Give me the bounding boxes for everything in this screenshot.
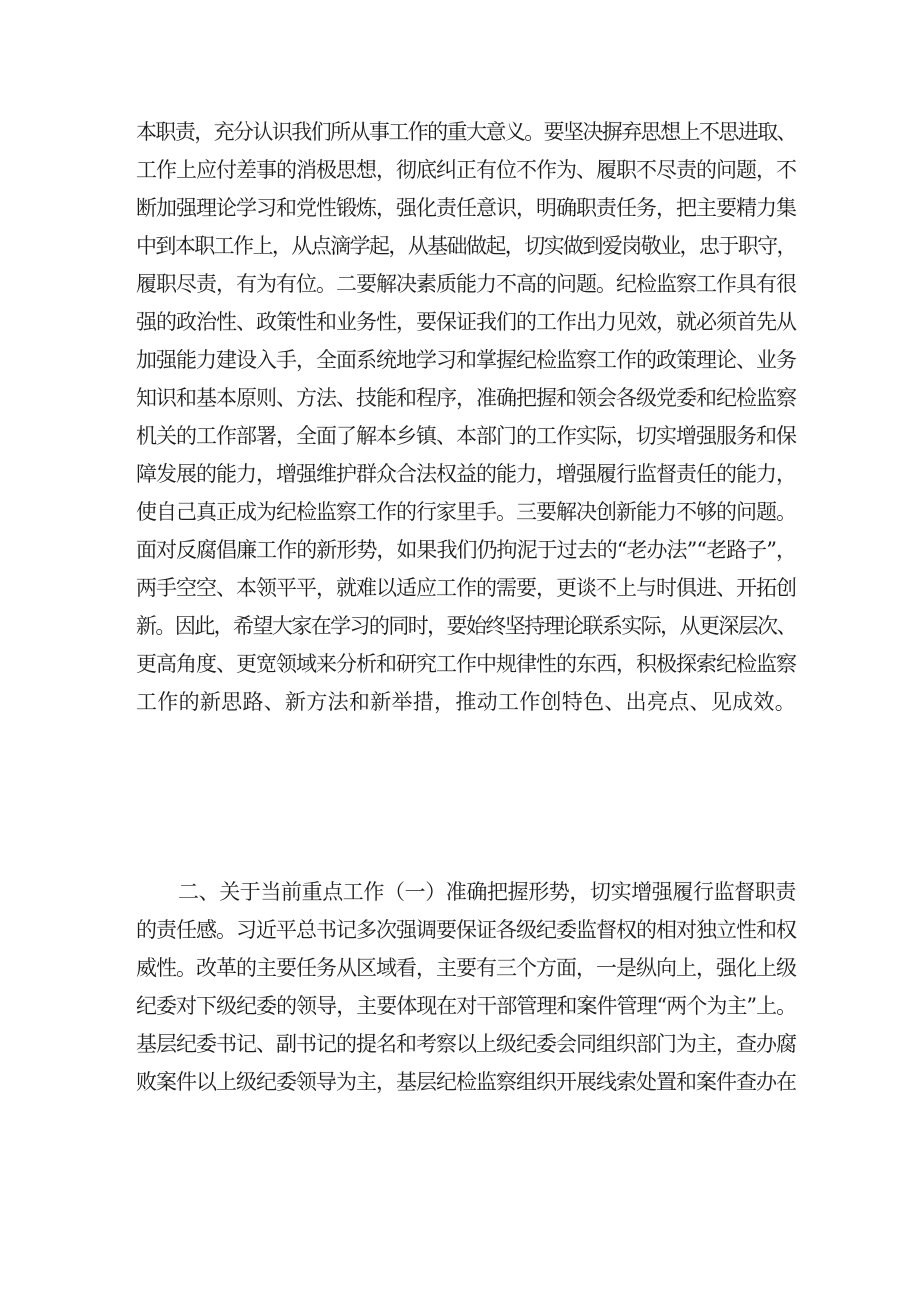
text-line: 强的政治性、政策性和业务性，要保证我们的工作出力见效，就必须首先从 [136,310,796,334]
text-line: 知识和基本原则、方法、技能和程序，准确把握和领会各级党委和纪检监察 [136,386,796,410]
text-line: 基层纪委书记、副书记的提名和考察以上级纪委会同组织部门为主，查办腐 [136,1032,796,1056]
text-line: 中到本职工作上，从点滴学起，从基础做起，切实做到爱岗敬业，忠于职守， [136,234,796,258]
text-line: 履职尽责，有为有位。二要解决素质能力不高的问题。纪检监察工作具有很 [136,272,796,296]
text-line: 工作上应付差事的消极思想，彻底纠正有位不作为、履职不尽责的问题，不 [136,158,796,182]
text-line: 威性。改革的主要任务从区域看，主要有三个方面，一是纵向上，强化上级 [136,956,796,980]
paragraph-2 [136,873,796,1101]
text-line: 更高角度、更宽领域来分析和研究工作中规律性的东西，积极探索纪检监察 [136,652,796,676]
text-line: 纪委对下级纪委的领导，主要体现在对干部管理和案件管理“两个为主”上。 [136,994,797,1018]
text-line: 面对反腐倡廉工作的新形势，如果我们仍拘泥于过去的“老办法”“老路子”， [136,538,796,562]
text-line: 两手空空、本领平平，就难以适应工作的需要，更谈不上与时俱进、开拓创 [136,576,796,600]
section-heading-line: 二、关于当前重点工作（一）准确把握形势，切实增强履行监督职责 [178,880,796,904]
text-line: 新。因此，希望大家在学习的同时，要始终坚持理论联系实际，从更深层次、 [136,614,796,638]
text-line: 断加强理论学习和党性锻炼，强化责任意识，明确职责任务，把主要精力集 [136,196,796,220]
text-line: 的责任感。习近平总书记多次强调要保证各级纪委监督权的相对独立性和权 [136,918,796,942]
text-line: 障发展的能力，增强维护群众合法权益的能力，增强履行监督责任的能力， [136,462,796,486]
text-line: 机关的工作部署，全面了解本乡镇、本部门的工作实际，切实增强服务和保 [136,424,796,448]
text-line: 加强能力建设入手，全面系统地学习和掌握纪检监察工作的政策理论、业务 [136,348,796,372]
text-line: 工作的新思路、新方法和新举措，推动工作创特色、出亮点、见成效。 [136,690,796,714]
text-line: 败案件以上级纪委领导为主，基层纪检监察组织开展线索处置和案件查办在 [136,1070,796,1094]
paragraph-1 [136,113,796,721]
text-line: 本职责，充分认识我们所从事工作的重大意义。要坚决摒弃思想上不思进取、 [136,120,796,144]
text-line: 使自己真正成为纪检监察工作的行家里手。三要解决创新能力不够的问题。 [136,500,796,524]
